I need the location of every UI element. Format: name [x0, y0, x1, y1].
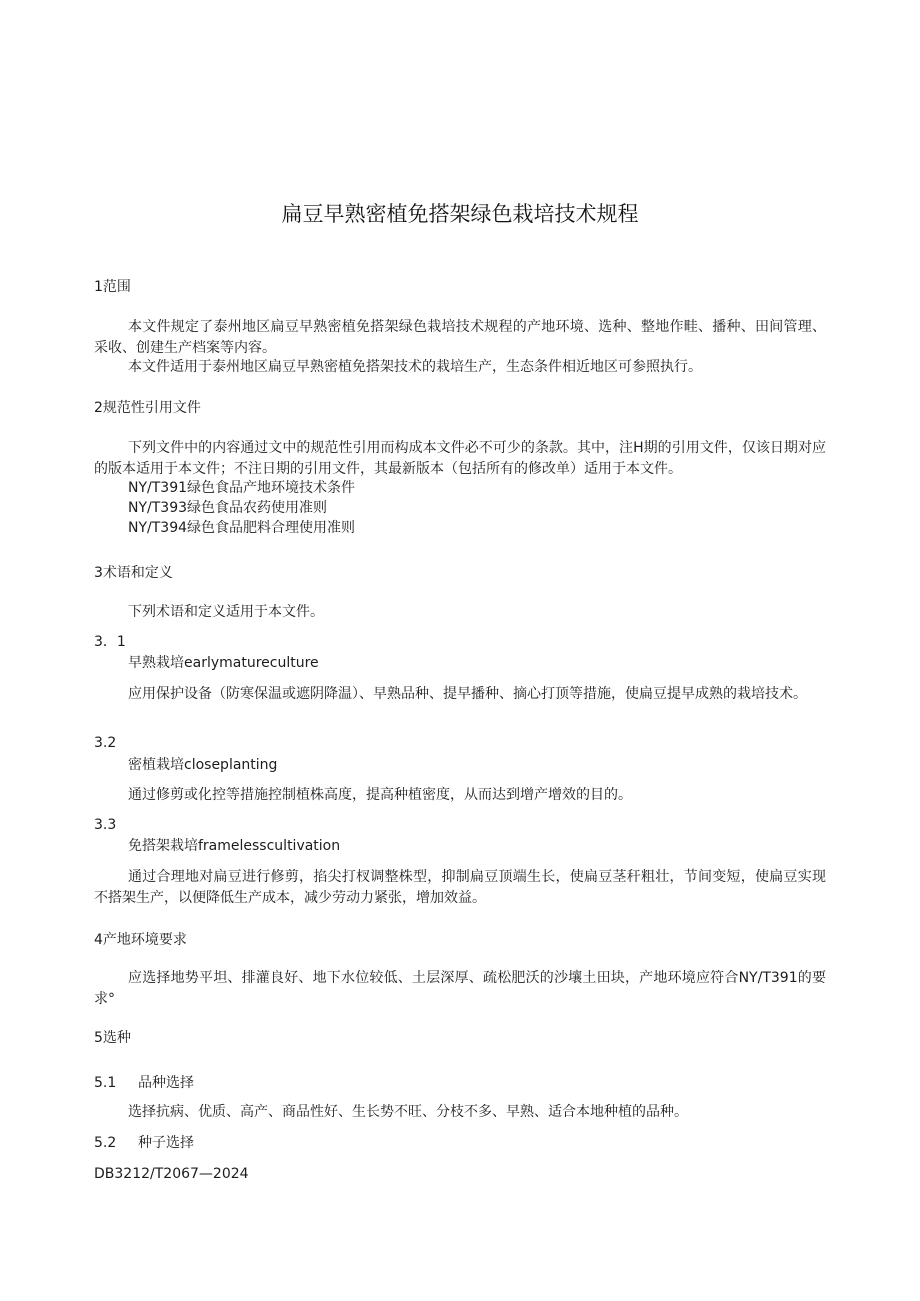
- section-4-heading: 4产地环境要求: [94, 932, 187, 948]
- subsection-number: 5.2: [94, 1135, 117, 1151]
- subsection-number: 5.1: [94, 1075, 117, 1091]
- document-footer-code: DB3212/T2067—2024: [94, 1166, 249, 1182]
- subsection-title: 种子选择: [138, 1135, 194, 1151]
- section-2-heading: 2规范性引用文件: [94, 400, 201, 416]
- term-definition: 应用保护设备（防寒保温或遮阴降温）、早熟品种、提早播种、摘心打顶等措施，使扁豆提早成熟的栽培技术。: [128, 686, 807, 702]
- term-name: 早熟栽培earlymatureculture: [128, 655, 319, 671]
- section-3-heading: 3术语和定义: [94, 565, 173, 581]
- term-name: 密植栽培closeplanting: [128, 757, 278, 773]
- section-1-paragraph-1: 本文件规定了泰州地区扁豆早熟密植免搭架绿色栽培技术规程的产地环境、选种、整地作畦、播种、田间管理、采收、创建生产档案等内容。: [94, 319, 826, 356]
- section-3-intro: 下列术语和定义适用于本文件。: [128, 604, 324, 620]
- section-4-paragraph-1: 应选择地势平坦、排灌良好、地下水位较低、土层深厚、疏松肥沃的沙壤土田块，产地环境应符合NY/T391的要求°: [94, 970, 826, 1007]
- term-definition: 通过修剪或化控等措施控制植株高度，提高种植密度，从而达到增产增效的目的。: [128, 787, 632, 803]
- term-number: 3．1: [94, 634, 126, 650]
- term-name: 免搭架栽培framelesscultivation: [128, 838, 341, 854]
- term-definition: 通过合理地对扁豆进行修剪，掐尖打杈调整株型，抑制扁豆顶端生长，使扁豆茎秆粗壮，节间变短，使扁豆实现不搭架生产，以便降低生产成本，减少劳动力紧张，增加效益。: [94, 869, 826, 906]
- subsection-paragraph: 选择抗病、优质、高产、商品性好、生长势不旺、分枝不多、早熟、适合本地种植的品种。: [128, 1104, 688, 1120]
- reference-item: NY/T393绿色食品农药使用准则: [128, 500, 328, 516]
- section-1-heading: 1范围: [94, 279, 131, 295]
- term-number: 3.2: [94, 735, 117, 751]
- section-2-paragraph-1: 下列文件中的内容通过文中的规范性引用而构成本文件必不可少的条款。其中，注H期的引用文件，仅该日期对应的版本适用于本文件；不注日期的引用文件，其最新版本（包括所有的修改单）适用于本文件。: [94, 440, 826, 477]
- section-5-heading: 5选种: [94, 1030, 131, 1046]
- subsection-title: 品种选择: [138, 1075, 194, 1091]
- reference-item: NY/T391绿色食品产地环境技术条件: [128, 480, 356, 496]
- term-number: 3.3: [94, 817, 117, 833]
- page-title: 扁豆早熟密植免搭架绿色栽培技术规程: [281, 202, 639, 226]
- reference-item: NY/T394绿色食品肥料合理使用准则: [128, 520, 356, 536]
- section-1-paragraph-2: 本文件适用于泰州地区扁豆早熟密植免搭架技术的栽培生产，生态条件相近地区可参照执行。: [128, 359, 702, 375]
